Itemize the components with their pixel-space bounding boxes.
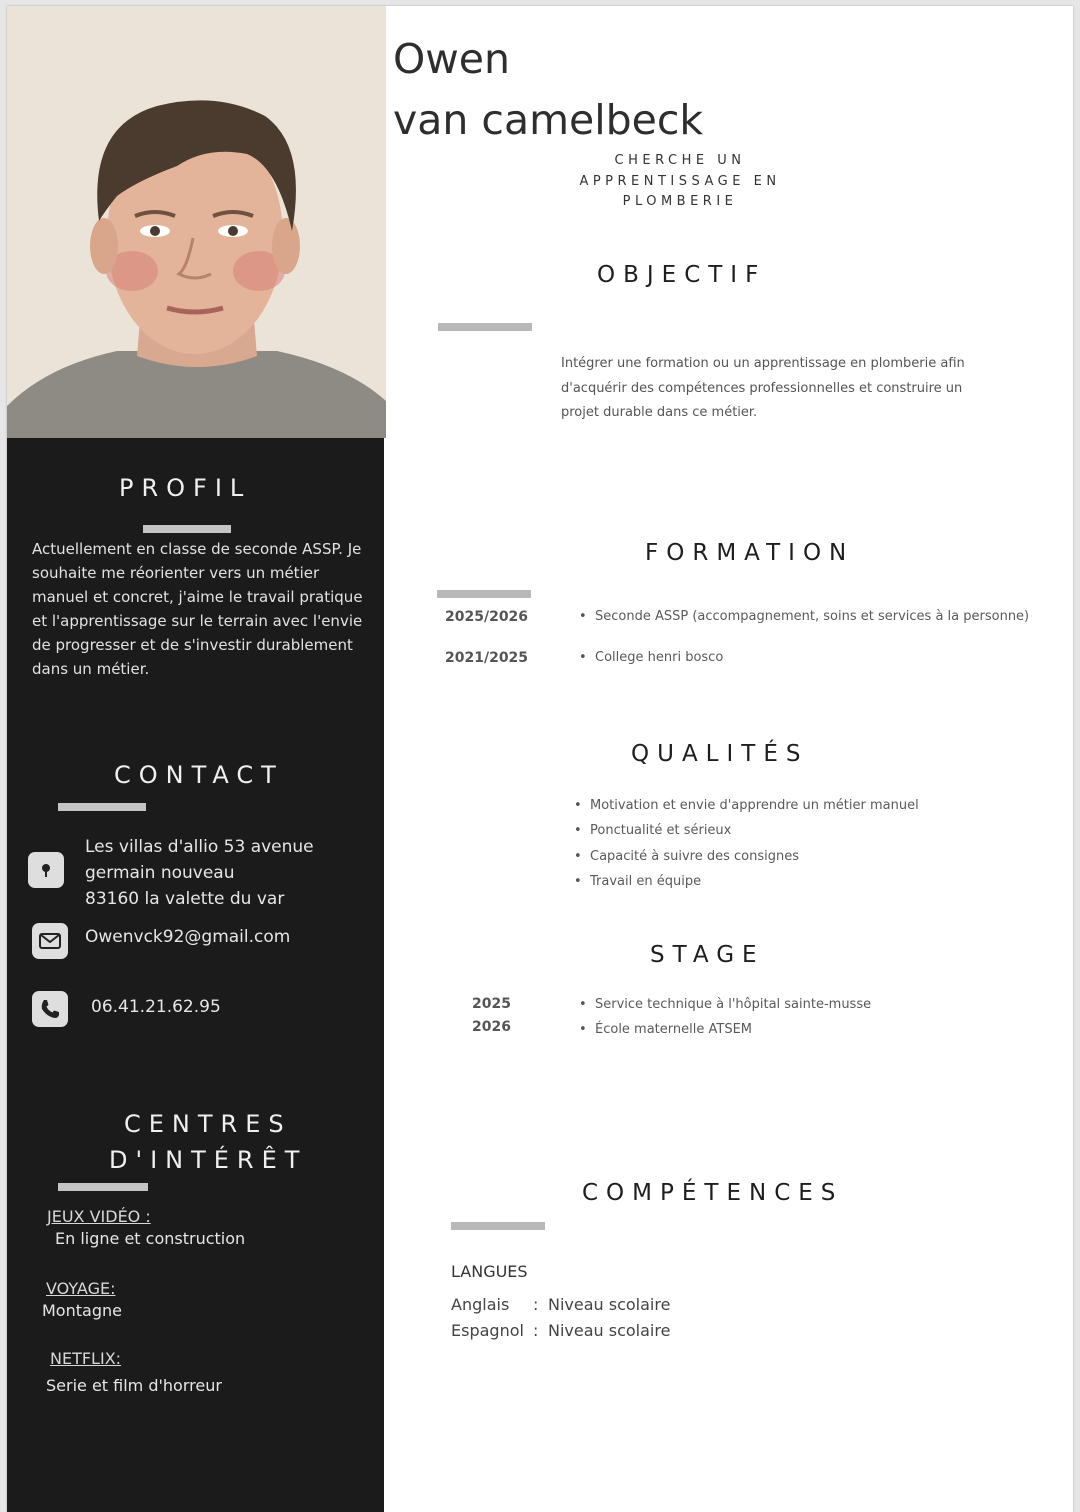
contact-phone[interactable]: 06.41.21.62.95 <box>91 997 221 1017</box>
tagline-line-3: PLOMBERIE <box>622 194 738 209</box>
language-separator: : <box>533 1295 539 1314</box>
language-name: Espagnol <box>451 1321 524 1340</box>
interests-divider <box>58 1183 148 1191</box>
language-name: Anglais <box>451 1295 510 1314</box>
qualite-item-2: • Ponctualité et sérieux <box>590 823 731 838</box>
profil-title: PROFIL <box>119 474 252 502</box>
tagline-line-2: APPRENTISSAGE EN <box>579 173 781 189</box>
formation-item-2: • College henri bosco <box>595 650 723 665</box>
formation-year-2: 2021/2025 <box>445 650 529 666</box>
formation-item-1: • Seconde ASSP (accompagnement, soins et services à la personne) <box>595 609 1029 624</box>
formation-title: FORMATION <box>645 540 855 566</box>
stage-year-2: 2026 <box>472 1019 511 1035</box>
qualites-title: QUALITÉS <box>631 741 809 767</box>
address-line-3: 83160 la valette du var <box>85 889 285 909</box>
address-line-1: Les villas d'allio 53 avenue <box>85 837 314 857</box>
interest-value-netflix: Serie et film d'horreur <box>46 1376 222 1395</box>
profil-text: Actuellement en classe de seconde ASSP. Je souhaite me réorienter vers un métier manuel et concret, j'aime le travail pratique et l'apprentissage sur le terrain avec l'envie de progresser et de s'investir durablement dans un métier. <box>32 540 363 678</box>
first-name: Owen <box>393 35 511 83</box>
tagline-line-1: CHERCHE UN <box>614 153 746 168</box>
job-tagline <box>540 151 820 213</box>
objectif-title: OBJECTIF <box>597 262 767 288</box>
interest-value-gaming: En ligne et construction <box>55 1229 246 1248</box>
contact-divider <box>58 803 146 811</box>
contact-address <box>85 834 314 912</box>
interest-value-travel: Montagne <box>42 1301 122 1320</box>
objectif-text: Intégrer une formation ou un apprentissage en plomberie afin d'acquérir des compétences professionnelles et construire un projet durable dans ce métier. <box>561 356 965 420</box>
interests-title-line-1: CENTRES <box>124 1110 292 1138</box>
competences-title: COMPÉTENCES <box>582 1180 844 1206</box>
qualite-item-1: • Motivation et envie d'apprendre un métier manuel <box>590 798 919 813</box>
profile-photo <box>7 6 386 438</box>
qualite-item-3: • Capacité à suivre des consignes <box>590 849 799 864</box>
last-name: van camelbeck <box>393 96 704 144</box>
profil-divider <box>143 525 231 533</box>
interest-heading-netflix: NETFLIX: <box>50 1349 122 1368</box>
language-level: Niveau scolaire <box>548 1295 671 1314</box>
formation-year-1: 2025/2026 <box>445 609 529 625</box>
phone-icon <box>32 991 68 1027</box>
competences-divider <box>451 1222 545 1230</box>
stage-item-1: • Service technique à l'hôpital sainte-musse <box>595 997 871 1012</box>
address-line-2: germain nouveau <box>85 863 235 883</box>
languages-title: LANGUES <box>451 1262 528 1281</box>
location-pin-icon <box>28 852 64 888</box>
objectif-divider <box>438 323 532 331</box>
contact-email[interactable]: Owenvck92@gmail.com <box>85 927 291 947</box>
contact-title: CONTACT <box>114 761 284 789</box>
language-separator: : <box>533 1321 539 1340</box>
interest-heading-travel: VOYAGE: <box>46 1279 116 1298</box>
stage-year-1: 2025 <box>472 996 511 1012</box>
mail-icon <box>32 923 68 959</box>
language-level: Niveau scolaire <box>548 1321 671 1340</box>
formation-divider <box>437 590 531 598</box>
stage-item-2: • École maternelle ATSEM <box>595 1022 752 1037</box>
interest-heading-gaming: JEUX VIDÉO : <box>47 1207 151 1226</box>
interests-title-line-2: D'INTÉRÊT <box>109 1146 308 1174</box>
portrait-illustration <box>7 6 386 438</box>
qualite-item-4: • Travail en équipe <box>590 874 701 889</box>
stage-title: STAGE <box>650 942 765 968</box>
